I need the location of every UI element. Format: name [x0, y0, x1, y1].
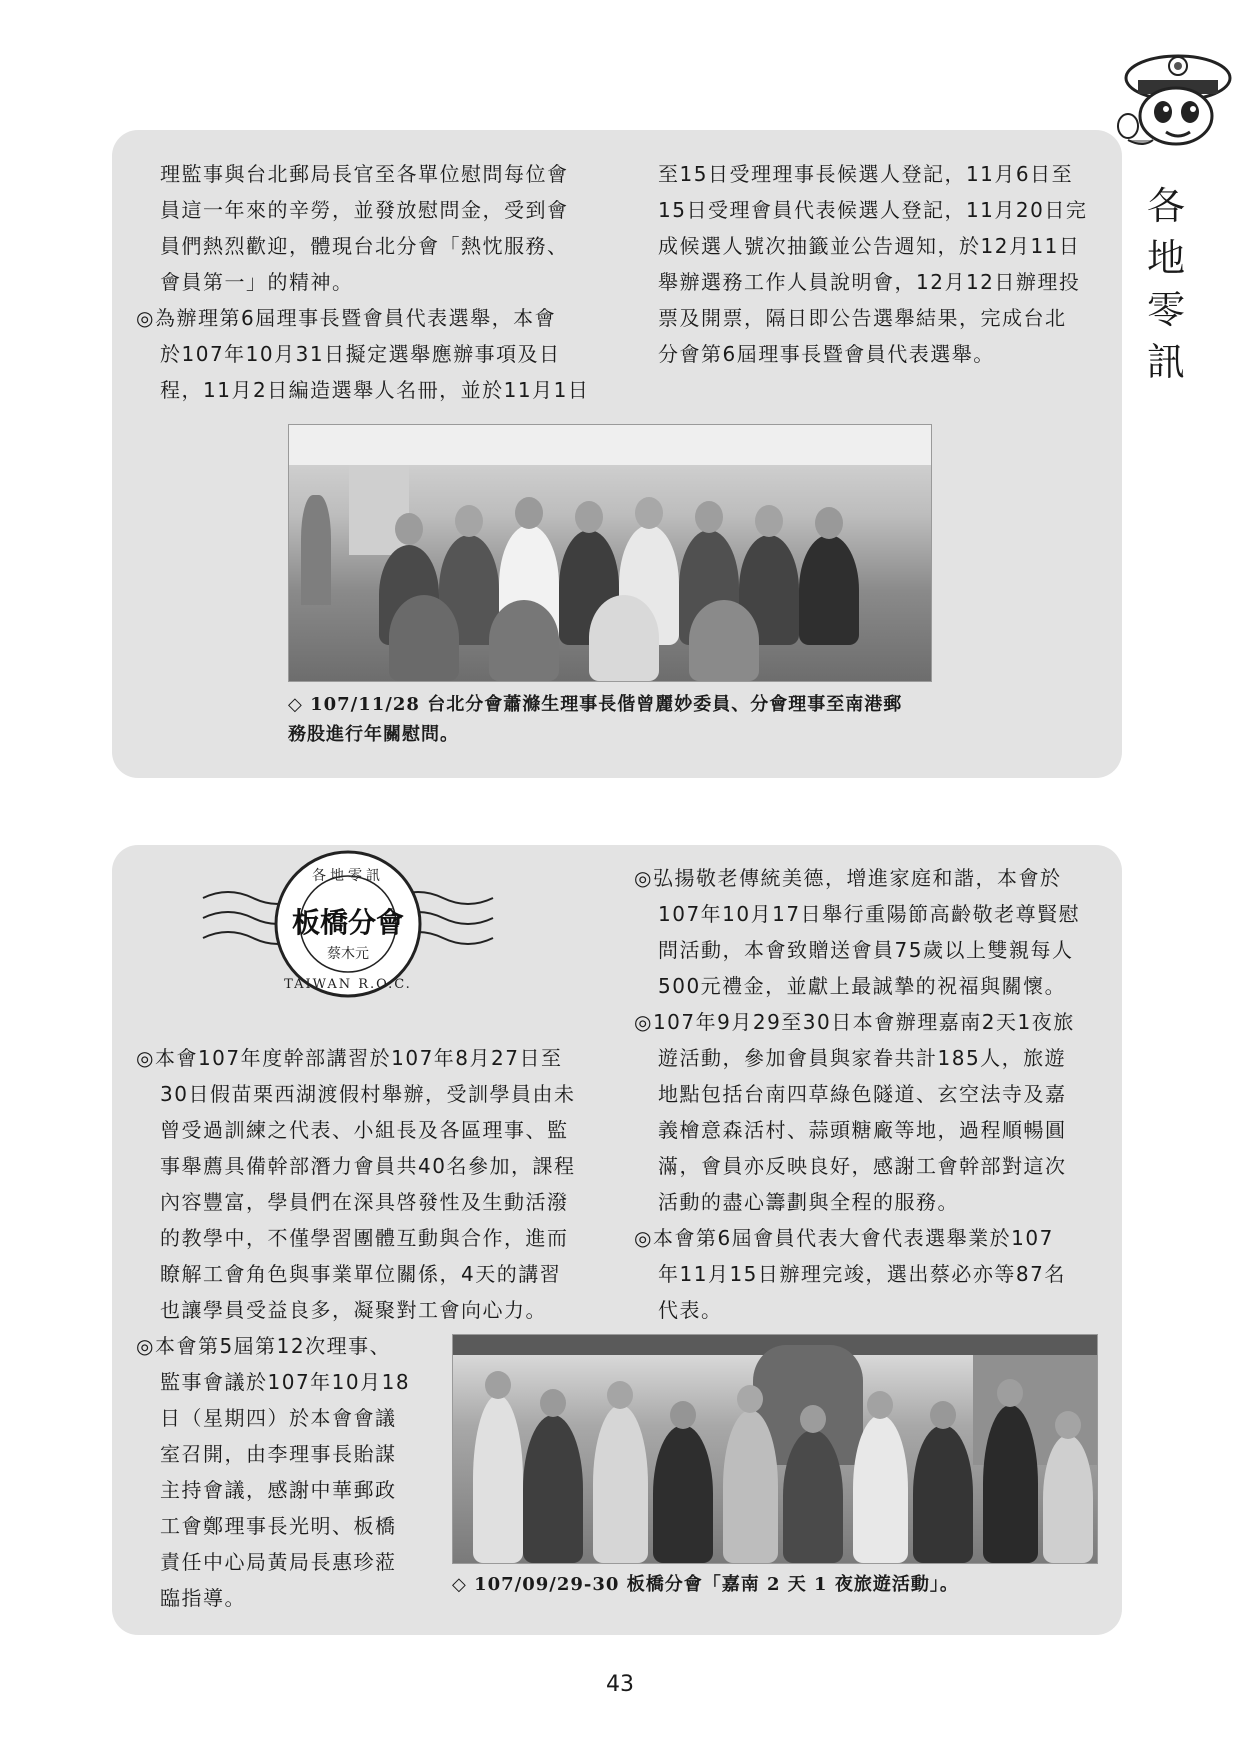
text-line: 內容豐富，學員們在深具啓發性及生動活潑 [160, 1190, 569, 1214]
text-line: 義檜意森活村、蒜頭糖廠等地，過程順暢圓 [658, 1118, 1067, 1142]
text-line: 15日受理會員代表候選人登記，11月20日完 [658, 198, 1088, 222]
text-line: 107年10月17日舉行重陽節高齡敬老尊賢慰 [658, 902, 1081, 926]
group-photo-taipei [288, 424, 932, 682]
section-title-char: 訊 [1146, 340, 1185, 384]
text-line: 瞭解工會角色與事業單位關係，4天的講習 [160, 1262, 562, 1286]
bottom-left-column [136, 1040, 575, 1328]
top-right-column [658, 156, 1087, 372]
text-line: 員們熱烈歡迎，體現台北分會「熱忱服務、 [160, 234, 569, 258]
section-title [1136, 180, 1196, 388]
text-line: ◎107年9月29至30日本會辦理嘉南2天1夜旅 [634, 1010, 1075, 1034]
text-line: 問活動，本會致贈送會員75歲以上雙親每人 [658, 938, 1074, 962]
top-left-column [136, 156, 589, 408]
text-line: 票及開票，隔日即公告選舉結果，完成台北 [658, 306, 1067, 330]
text-line: 地點包括台南四草綠色隧道、玄空法寺及嘉 [658, 1082, 1067, 1106]
text-line: 30日假苗栗西湖渡假村舉辦，受訓學員由未 [160, 1082, 576, 1106]
mascot-illustration [1108, 40, 1238, 160]
stamp-author: 蔡木元 [327, 946, 369, 962]
text-line: 至15日受理理事長候選人登記，11月6日至 [658, 162, 1074, 186]
text-line: 監事會議於107年10月18 [160, 1370, 411, 1394]
text-line: 會員第一」的精神。 [160, 270, 354, 294]
text-line: 室召開，由李理事長貽謀 [160, 1442, 397, 1466]
bottom-right-column [634, 860, 1080, 1328]
text-line: 員這一年來的辛勞，並發放慰問金，受到會 [160, 198, 569, 222]
text-line: 舉辦選務工作人員說明會，12月12日辦理投 [658, 270, 1081, 294]
text-line: ◎弘揚敬老傳統美德，增進家庭和諧，本會於 [634, 866, 1062, 890]
text-line: 程，11月2日編造選舉人名冊，並於11月1日 [160, 378, 590, 402]
caption-line: ◇ 107/11/28 台北分會蕭滌生理事長偕曾麗妙委員、分會理事至南港郵 [288, 694, 903, 715]
text-line: 工會鄭理事長光明、板橋 [160, 1514, 397, 1538]
text-line: 臨指導。 [160, 1586, 246, 1610]
section-title-char: 地 [1146, 236, 1185, 280]
text-line: 年11月15日辦理完竣，選出蔡必亦等87名 [658, 1262, 1066, 1286]
group-photo-banqiao-trip [452, 1334, 1098, 1564]
text-line: 代表。 [658, 1298, 723, 1322]
text-line: ◎本會第5屆第12次理事、 [136, 1334, 392, 1358]
caption-line: ◇ 107/09/29-30 板橋分會「嘉南 2 天 1 夜旅遊活動」。 [452, 1574, 959, 1595]
text-line: 事舉薦具備幹部潛力會員共40名參加，課程 [160, 1154, 576, 1178]
text-line: 曾受過訓練之代表、小組長及各區理事、監 [160, 1118, 569, 1142]
postmark-stamp [198, 846, 498, 1026]
text-line: 活動的盡心籌劃與全程的服務。 [658, 1190, 959, 1214]
stamp-bottom-text: TAIWAN R.O.C. [284, 977, 412, 992]
section-title-char: 零 [1146, 288, 1185, 332]
section-title-char: 各 [1146, 184, 1185, 228]
text-line: ◎本會107年度幹部講習於107年8月27日至 [136, 1046, 563, 1070]
photo-caption-taipei [288, 690, 902, 750]
text-line: 理監事與台北郵局長官至各單位慰問每位會 [160, 162, 569, 186]
stamp-top-text: 各地零訊 [312, 868, 384, 884]
text-line: 責任中心局黃局長惠珍蒞 [160, 1550, 397, 1574]
bottom-left-narrow-column [136, 1328, 410, 1616]
page-number: 43 [606, 1672, 634, 1697]
text-line: 於107年10月31日擬定選舉應辦事項及日 [160, 342, 561, 366]
stamp-branch-name: 板橋分會 [291, 906, 405, 939]
text-line: 滿，會員亦反映良好，感謝工會幹部對這次 [658, 1154, 1067, 1178]
text-line: ◎本會第6屆會員代表大會代表選舉業於107 [634, 1226, 1054, 1250]
photo-caption-banqiao-trip [452, 1570, 959, 1600]
text-line: 分會第6屆理事長暨會員代表選舉。 [658, 342, 995, 366]
text-line: ◎為辦理第6屆理事長暨會員代表選舉，本會 [136, 306, 557, 330]
text-line: 遊活動，參加會員與家眷共計185人，旅遊 [658, 1046, 1067, 1070]
text-line: 500元禮金，並獻上最誠摯的祝福與關懷。 [658, 974, 1067, 998]
text-line: 也讓學員受益良多，凝聚對工會向心力。 [160, 1298, 547, 1322]
text-line: 日（星期四）於本會會議 [160, 1406, 397, 1430]
text-line: 成候選人號次抽籤並公告週知，於12月11日 [658, 234, 1081, 258]
text-line: 的教學中，不僅學習團體互動與合作，進而 [160, 1226, 569, 1250]
caption-line: 務股進行年關慰問。 [288, 724, 459, 745]
text-line: 主持會議，感謝中華郵政 [160, 1478, 397, 1502]
